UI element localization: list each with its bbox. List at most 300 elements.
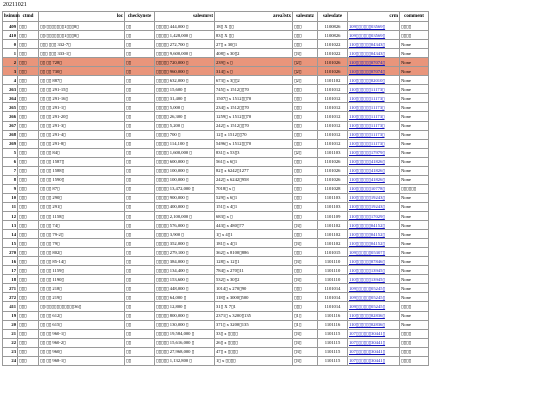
cell-crm-link[interactable]: 110▯▯▯▯▯▯02836▯ [348,311,400,320]
cell-hsinum: 21 [3,329,18,338]
cell-hsinum: 0 [3,40,18,49]
cell-area3stx: 118▯ x 3000▯500 [215,293,293,302]
cell-comment: None [400,112,429,121]
cell-area3stx: 371▯ x 3200▯135 [215,320,293,329]
table-row[interactable] [3,94,429,103]
table-row[interactable] [3,275,429,284]
cell-salesmtz: ▯▯▯ [293,112,318,121]
column-header-loc[interactable]: loc [39,12,125,22]
cell-checkynste: ▯▯ [125,112,155,121]
cell-crm-link[interactable]: 110▯▯▯▯▯▯04152▯ [348,239,400,248]
cell-salesdate: 1101022 [318,49,348,58]
cell-crm-link[interactable]: 110▯▯▯▯▯▯04343▯ [348,40,400,49]
cell-area3stx: 1▯ x ▯▯▯▯ [215,356,293,365]
cell-loc: ▯▯ ▯▯ 1158▯ [39,211,125,220]
cell-salesdate: 1101014 [318,293,348,302]
cell-salesdate: 1101026 [318,157,348,166]
cell-crm-link[interactable]: 110▯▯▯▯▯▯13945▯ [348,266,400,275]
cell-salesmrst: ▯▯▯▯▯ 384,000 ▯ [155,257,215,266]
cell-salesmrst: ▯▯▯▯▯ 400,000 ▯ [155,202,215,211]
cell-salesmtz: ▯▯▯ [293,31,318,40]
cell-salesmrst: ▯▯▯▯▯ 272,700 ▯ [155,40,215,49]
cell-salesmrst: ▯▯▯▯▯ 960,000 ▯ [155,67,215,76]
cell-salesmrst: ▯▯▯▯▯ 700 ▯ [155,130,215,139]
cell-ctmd: ▯▯▯ [18,293,39,302]
cell-crm-link[interactable]: 110▯▯▯▯▯▯17979▯ [348,148,400,157]
cell-comment: None [400,94,429,103]
cell-salesdate: 1101110 [318,257,348,266]
cell-salesdate: 1101026 [318,58,348,67]
cell-checkynste: ▯▯ [125,94,155,103]
cell-hsinum: 22 [3,338,18,347]
cell-loc: ▯▯ ▯▯ 74▯ [39,221,125,230]
cell-area3stx: 2371▯ x 3200▯135 [215,311,293,320]
cell-hsinum: 272 [3,293,18,302]
report-date: 20211021 [3,2,27,8]
cell-comment: None [400,148,429,157]
cell-crm-link[interactable]: 110▯▯▯▯▯▯04152▯ [348,230,400,239]
cell-area3stx: 362▯ x 8100▯886 [215,248,293,257]
cell-crm-link[interactable]: 110▯▯▯▯▯▯11173▯ [348,130,400,139]
cell-crm-link[interactable]: 110▯▯▯▯▯▯04343▯ [348,49,400,58]
cell-area3stx: 18▯ X ▯▯ [215,22,293,31]
column-header-checkynste[interactable]: checkynste [125,12,155,22]
cell-crm-link[interactable]: 110▯▯▯▯▯▯02836▯ [348,320,400,329]
cell-salesmtz: ▯▯▯ [293,85,318,94]
table-row[interactable] [3,31,429,40]
cell-salesmtz: ▯1▯ [293,320,318,329]
table-row[interactable] [3,40,429,49]
cell-ctmd: ▯▯▯ [18,157,39,166]
cell-hsinum: 18 [3,275,18,284]
cell-salesmtz: ▯3▯ [293,329,318,338]
cell-loc: ▯▯/▯▯▯▯▯▯▯▯▯▯▯36▯ [39,302,125,311]
cell-area3stx: 26▯ x ▯▯▯▯ [215,338,293,347]
table-row[interactable] [3,112,429,121]
table-row[interactable] [3,320,429,329]
cell-checkynste: ▯▯ [125,148,155,157]
cell-salesmrst: ▯▯▯▯▯ 15,600 ▯ [155,85,215,94]
table-row[interactable] [3,202,429,211]
cell-salesmrst: ▯▯▯▯▯ 800,000 ▯ [155,311,215,320]
cell-crm-link[interactable]: 110▯▯▯▯▯▯41826▯ [348,157,400,166]
cell-salesmrst: ▯▯▯▯▯ 26,300 ▯ [155,112,215,121]
cell-salesmtz: ▯▯▯ [293,103,318,112]
cell-checkynste: ▯▯ [125,157,155,166]
cell-hsinum: 263 [3,85,18,94]
cell-crm-link[interactable]: 109▯▯▯▯▯▯05245▯ [348,302,400,311]
cell-area3stx: 242▯ x 1512▯▯70 [215,121,293,130]
cell-hsinum: 271 [3,284,18,293]
column-header-crm[interactable]: crm [348,12,400,22]
table-row[interactable] [3,175,429,184]
cell-ctmd: ▯▯▯ [18,239,39,248]
table-row[interactable] [3,157,429,166]
cell-checkynste: ▯▯ [125,193,155,202]
cell-area3stx: 31▯ X 7▯1 [215,302,293,311]
cell-loc: ▯▯▯ ▯▯▯ 332-7▯ [39,40,125,49]
cell-checkynste: ▯▯ [125,139,155,148]
cell-loc: ▯▯ ▯▯ 291-15▯ [39,85,125,94]
cell-hsinum: 13 [3,221,18,230]
cell-salesmrst: ▯▯▯▯▯ 31,400 ▯ [155,94,215,103]
cell-comment: None [400,130,429,139]
cell-ctmd: ▯▯▯ [18,202,39,211]
cell-crm-link[interactable]: 110▯▯▯▯▯▯11173▯ [348,112,400,121]
cell-crm-link[interactable]: 107▯▯▯▯▯▯30441▯ [348,356,400,365]
cell-crm-link[interactable]: 110▯▯▯▯▯▯07846▯ [348,257,400,266]
cell-hsinum: 20 [3,320,18,329]
cell-ctmd: ▯▯▯ [18,31,39,40]
table-row[interactable] [3,148,429,157]
cell-hsinum: 268 [3,130,18,139]
cell-ctmd: ▯▯▯ [18,67,39,76]
cell-comment: None [400,293,429,302]
cell-loc: ▯▯ ▯▯ 291-3▯ [39,121,125,130]
cell-salesmrst: ▯▯▯▯▯ 2,100,000 ▯ [155,211,215,220]
table-row[interactable] [3,139,429,148]
column-header-area3stx[interactable]: area3stx [215,12,293,22]
cell-hsinum: 1 [3,49,18,58]
cell-salesdate: 1101103 [318,148,348,157]
table-row[interactable] [3,356,429,365]
table-row[interactable] [3,311,429,320]
cell-loc: ▯▯ ▯▯ 730▯ [39,67,125,76]
cell-crm-link[interactable]: 110▯▯▯▯▯▯02010▯ [348,76,400,85]
cell-comment: ▯▯▯▯▯▯ [400,184,429,193]
cell-hsinum: 264 [3,94,18,103]
cell-comment: None [400,85,429,94]
cell-crm-link[interactable]: 110▯▯▯▯▯▯11173▯ [348,139,400,148]
cell-comment: None [400,275,429,284]
cell-salesdate: 1101028 [318,184,348,193]
cell-salesmtz: ▯1▯ [293,311,318,320]
cell-salesdate: 1100826 [318,22,348,31]
cell-salesmrst: ▯▯▯▯▯ 900,000 ▯ [155,193,215,202]
cell-salesdate: 1101102 [318,239,348,248]
cell-crm-link[interactable]: 110▯▯▯▯▯▯11173▯ [348,94,400,103]
cell-comment: None [400,49,429,58]
table-row[interactable] [3,347,429,356]
table-row[interactable] [3,221,429,230]
cell-hsinum: 23 [3,347,18,356]
table-row[interactable] [3,230,429,239]
cell-comment: ▯▯▯▯ [400,329,429,338]
cell-comment: None [400,248,429,257]
cell-area3stx: 33▯ x ▯▯▯▯ [215,329,293,338]
cell-loc: ▯▯ ▯▯ 960-2▯ [39,338,125,347]
cell-loc: ▯▯ ▯▯ 79-2▯ [39,230,125,239]
cell-crm-link[interactable]: 109▯▯▯▯▯▯03569▯ [348,22,400,31]
table-row[interactable] [3,257,429,266]
table-row[interactable] [3,338,429,347]
cell-salesdate: 1101012 [318,94,348,103]
table-row[interactable] [3,166,429,175]
column-header-ctmd[interactable]: ctmd [18,12,39,22]
cell-ctmd: ▯▯▯ [18,275,39,284]
cell-salesdate: 1101022 [318,40,348,49]
column-header-comment[interactable]: comment [400,12,429,22]
cell-checkynste: ▯▯ [125,356,155,365]
cell-loc: ▯▯ ▯▯ 1590▯ [39,175,125,184]
cell-ctmd: ▯▯▯ [18,329,39,338]
cell-crm-link[interactable]: 107▯▯▯▯▯▯30441▯ [348,338,400,347]
cell-loc: ▯▯ ▯▯ 1159▯ [39,266,125,275]
cell-comment: None [400,311,429,320]
cell-crm-link[interactable]: 110▯▯▯▯▯▯41826▯ [348,175,400,184]
cell-crm-link[interactable]: 110▯▯▯▯▯▯17029▯ [348,211,400,220]
cell-ctmd: ▯▯▯ [18,257,39,266]
cell-checkynste: ▯▯ [125,40,155,49]
cell-ctmd: ▯▯▯ [18,40,39,49]
cell-comment: None [400,284,429,293]
cell-salesmrst: ▯▯▯▯▯ 444,000 ▯ [155,22,215,31]
cell-area3stx: 1507▯ x 1512▯▯70 [215,94,293,103]
table-body [3,22,429,366]
cell-salesdate: 1101110 [318,275,348,284]
cell-checkynste: ▯▯ [125,22,155,31]
cell-ctmd: ▯▯▯ [18,302,39,311]
cell-hsinum: 15 [3,239,18,248]
cell-crm-link[interactable]: 110▯▯▯▯▯▯19243▯ [348,193,400,202]
cell-salesdate: 1101012 [318,139,348,148]
cell-salesmtz: ▯▯▯ [293,139,318,148]
table-row[interactable] [3,121,429,130]
cell-comment: None [400,40,429,49]
cell-area3stx: 683▯ x ▯ [215,211,293,220]
sales-table [2,11,429,366]
cell-comment: None [400,103,429,112]
cell-comment: None [400,193,429,202]
cell-checkynste: ▯▯ [125,58,155,67]
cell-loc: ▯▯/▯▯▯▯▯▯▯1▯▯▯8▯ [39,22,125,31]
cell-salesdate: 1101115 [318,347,348,356]
cell-comment: None [400,320,429,329]
header-row [3,12,429,22]
cell-salesdate: 1101012 [318,130,348,139]
cell-comment: None [400,211,429,220]
cell-hsinum: 14 [3,230,18,239]
cell-salesmtz: ▯3▯ [293,239,318,248]
cell-ctmd: ▯▯▯ [18,338,39,347]
cell-salesmtz: ▯▯▯ [293,175,318,184]
cell-crm-link[interactable]: 110▯▯▯▯▯▯04152▯ [348,221,400,230]
cell-ctmd: ▯▯▯ [18,148,39,157]
cell-area3stx: 1▯ x 4▯1 [215,230,293,239]
cell-loc: ▯▯ ▯▯ 960▯ [39,347,125,356]
table-row[interactable] [3,184,429,193]
cell-salesmtz: ▯▯▯ [293,166,318,175]
table-row[interactable] [3,49,429,58]
table-row[interactable] [3,22,429,31]
cell-area3stx: 83▯ X ▯▯ [215,31,293,40]
cell-hsinum: 266 [3,112,18,121]
cell-checkynste: ▯▯ [125,221,155,230]
cell-comment: None [400,157,429,166]
cell-area3stx: 1014▯ x 270▯90 [215,284,293,293]
cell-salesmtz: ▯3▯ [293,49,318,58]
cell-crm-link[interactable]: 110▯▯▯▯▯▯13945▯ [348,275,400,284]
cell-salesdate: 1101102 [318,230,348,239]
cell-loc: ▯▯ ▯▯ 290▯ [39,193,125,202]
cell-loc: ▯▯ ▯▯ 87▯ [39,184,125,193]
table-row[interactable] [3,329,429,338]
cell-ctmd: ▯▯▯ [18,121,39,130]
cell-hsinum: 12 [3,211,18,220]
cell-salesdate: 1101012 [318,112,348,121]
cell-hsinum: 8 [3,175,18,184]
cell-crm-link[interactable]: 110▯▯▯▯▯▯10778▯ [348,184,400,193]
cell-salesmrst: ▯▯▯▯▯ 5,200 ▯ [155,121,215,130]
column-header-salesmtz[interactable]: salesmtz [293,12,318,22]
cell-salesdate: 1101015 [318,248,348,257]
cell-salesmtz: ▯3▯ [293,221,318,230]
cell-area3stx: 82▯ x 6242▯1277 [215,166,293,175]
cell-area3stx: 239▯ x ▯ [215,58,293,67]
cell-crm-link[interactable]: 109▯▯▯▯▯▯05307▯ [348,248,400,257]
cell-checkynste: ▯▯ [125,275,155,284]
cell-salesmrst: ▯▯▯▯▯ 9,600,000 ▯ [155,49,215,58]
cell-ctmd: ▯▯▯ [18,112,39,121]
cell-crm-link[interactable]: 110▯▯▯▯▯▯07074▯ [348,58,400,67]
table-row[interactable] [3,293,429,302]
column-header-hsinum[interactable]: hsinum [3,12,18,22]
table-row[interactable] [3,248,429,257]
cell-area3stx: 561▯ x 6▯1 [215,157,293,166]
table-row[interactable] [3,284,429,293]
cell-ctmd: ▯▯▯ [18,76,39,85]
cell-checkynste: ▯▯ [125,103,155,112]
cell-loc: ▯▯▯ ▯▯▯ 333-1▯ [39,49,125,58]
cell-comment: None [400,202,429,211]
cell-loc: ▯▯ ▯▯ 612▯ [39,311,125,320]
cell-salesmtz: ▯2▯ [293,148,318,157]
cell-ctmd: ▯▯▯ [18,166,39,175]
cell-crm-link[interactable]: 109▯▯▯▯▯▯05245▯ [348,293,400,302]
cell-hsinum: 19 [3,311,18,320]
cell-salesmtz: ▯▯▯ [293,202,318,211]
cell-crm-link[interactable]: 110▯▯▯▯▯▯41826▯ [348,166,400,175]
cell-loc: ▯▯ ▯▯ 85-14▯ [39,257,125,266]
cell-salesdate: 1101110 [318,266,348,275]
cell-salesmtz: ▯2▯ [293,58,318,67]
cell-loc: ▯▯ ▯▯ 1588▯ [39,166,125,175]
cell-area3stx: 27▯ x 30▯1 [215,40,293,49]
cell-comment: ▯▯▯▯ [400,22,429,31]
table-row[interactable] [3,103,429,112]
cell-salesmtz: ▯▯▯ [293,211,318,220]
cell-hsinum: 2 [3,58,18,67]
cell-area3stx: 1259▯ x 1512▯▯70 [215,112,293,121]
cell-crm-link[interactable]: 109▯▯▯▯▯▯05245▯ [348,284,400,293]
cell-crm-link[interactable]: 110▯▯▯▯▯▯11173▯ [348,121,400,130]
cell-salesdate: 1101012 [318,103,348,112]
cell-ctmd: ▯▯▯ [18,139,39,148]
cell-salesmrst: ▯▯▯▯▯ 13,472,000 ▯ [155,184,215,193]
cell-ctmd: ▯▯▯ [18,94,39,103]
cell-loc: ▯▯ ▯▯ 291▯ [39,202,125,211]
cell-checkynste: ▯▯ [125,175,155,184]
cell-checkynste: ▯▯ [125,338,155,347]
cell-crm-link[interactable]: 110▯▯▯▯▯▯11173▯ [348,85,400,94]
cell-salesdate: 1101115 [318,329,348,338]
table-row[interactable] [3,239,429,248]
cell-salesdate: 1101014 [318,302,348,311]
table-row[interactable] [3,302,429,311]
cell-salesmtz: ▯3▯ [293,257,318,266]
cell-comment: ▯▯▯▯ [400,338,429,347]
cell-salesmtz: ▯▯▯ [293,230,318,239]
cell-area3stx: 745▯ x 1512▯▯70 [215,85,293,94]
cell-salesmtz: ▯2▯ [293,76,318,85]
cell-salesmrst: ▯▯▯▯▯ 720,000 ▯ [155,58,215,67]
cell-crm-link[interactable]: 110▯▯▯▯▯▯19243▯ [348,202,400,211]
cell-area3stx: 181▯ x 4▯1 [215,239,293,248]
table-row[interactable] [3,130,429,139]
table-row[interactable] [3,67,429,76]
cell-ctmd: ▯▯▯ [18,230,39,239]
table-row[interactable] [3,85,429,94]
cell-salesmtz: ▯3▯ [293,347,318,356]
cell-comment: None [400,58,429,67]
cell-ctmd: ▯▯▯ [18,103,39,112]
table-row[interactable] [3,211,429,220]
cell-checkynste: ▯▯ [125,166,155,175]
cell-loc: ▯▯ ▯▯ 960-1▯ [39,329,125,338]
cell-salesmtz: ▯3▯ [293,356,318,365]
cell-hsinum: 270 [3,248,18,257]
cell-hsinum: 7 [3,166,18,175]
cell-comment: None [400,67,429,76]
cell-salesmtz: ▯▯▯ [293,40,318,49]
cell-hsinum: 11 [3,202,18,211]
cell-hsinum: 265 [3,103,18,112]
cell-loc: ▯▯ ▯▯ 291-1▯ [39,103,125,112]
table-row[interactable] [3,266,429,275]
cell-area3stx: 314▯ x ▯ [215,67,293,76]
table-row[interactable] [3,193,429,202]
column-header-salesmrst[interactable]: salesmrst [155,12,215,22]
cell-comment: None [400,139,429,148]
cell-ctmd: ▯▯▯ [18,266,39,275]
cell-hsinum: 4 [3,76,18,85]
cell-crm-link[interactable]: 107▯▯▯▯▯▯30441▯ [348,329,400,338]
cell-crm-link[interactable]: 110▯▯▯▯▯▯07074▯ [348,67,400,76]
table-row[interactable] [3,58,429,67]
cell-crm-link[interactable]: 110▯▯▯▯▯▯11173▯ [348,103,400,112]
cell-area3stx: 784▯ x 270▯11 [215,266,293,275]
cell-salesmrst: ▯▯▯▯▯ 3,900 ▯ [155,230,215,239]
cell-salesmtz: ▯▯▯ [293,193,318,202]
cell-salesmrst: ▯▯▯▯▯ 5,000 ▯ [155,103,215,112]
cell-loc: ▯▯ ▯▯ 615▯ [39,320,125,329]
cell-salesmrst: ▯▯▯▯▯ 279,100 ▯ [155,248,215,257]
cell-hsinum: 16 [3,257,18,266]
cell-crm-link[interactable]: 107▯▯▯▯▯▯30441▯ [348,347,400,356]
cell-hsinum: 24 [3,356,18,365]
cell-salesmrst: ▯▯▯▯▯ 1,132,800 ▯ [155,356,215,365]
cell-crm-link[interactable]: 109▯▯▯▯▯▯03569▯ [348,31,400,40]
cell-salesdate: 1101026 [318,175,348,184]
cell-comment: None [400,221,429,230]
column-header-salesdate[interactable]: salesdate [318,12,348,22]
table-row[interactable] [3,76,429,85]
cell-ctmd: ▯▯▯ [18,320,39,329]
cell-checkynste: ▯▯ [125,329,155,338]
cell-area3stx: 151▯ x 4▯1 [215,202,293,211]
cell-ctmd: ▯▯▯ [18,356,39,365]
cell-comment: ▯▯▯▯ [400,356,429,365]
